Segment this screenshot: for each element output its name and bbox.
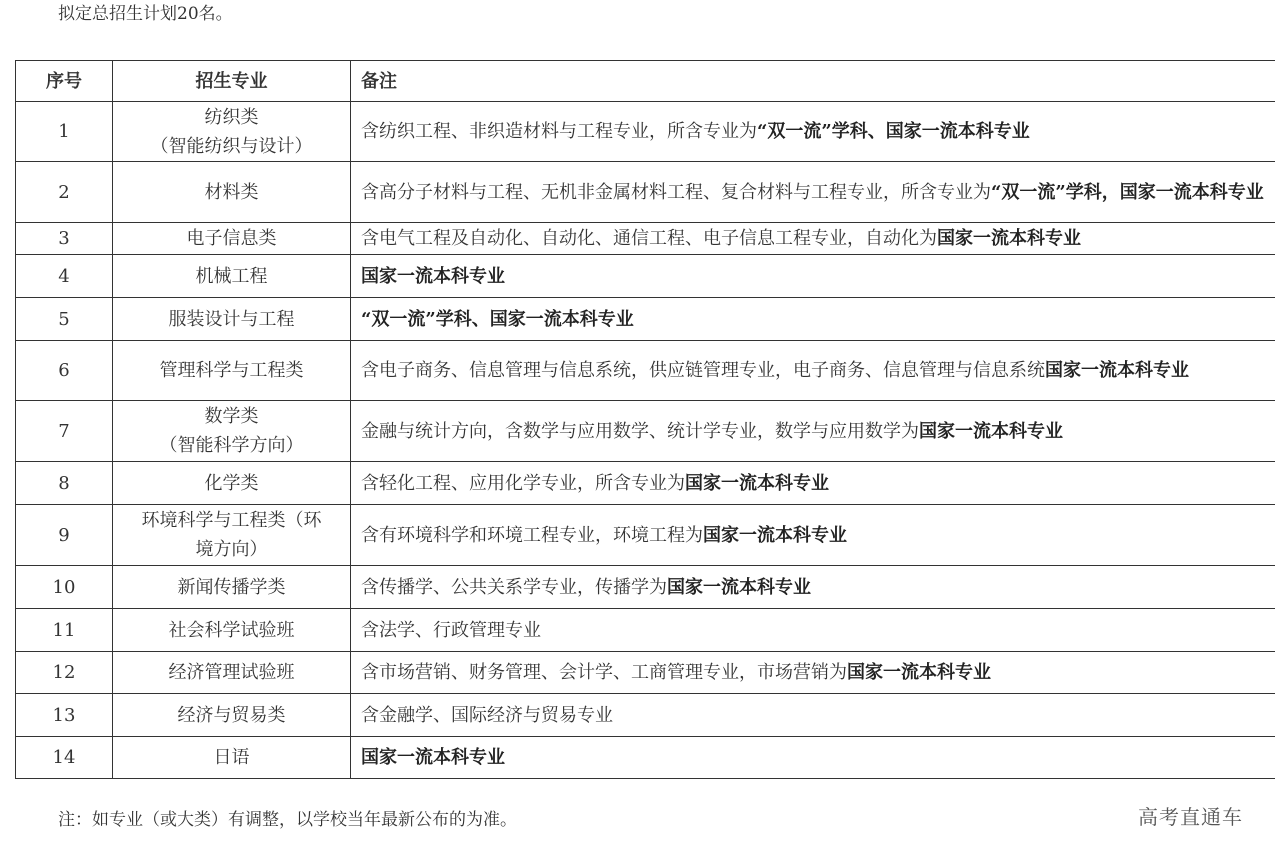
row-major <box>113 223 351 255</box>
note-text: 含纺织工程、非织造材料与工程专业，所含专业为 <box>361 121 757 142</box>
row-seq: 10 <box>16 566 113 609</box>
note-highlight: 国家一流本科专业 <box>847 662 991 683</box>
row-note <box>351 652 1275 694</box>
row-seq: 3 <box>16 223 113 255</box>
row-note <box>351 505 1275 566</box>
table-row <box>16 341 1275 401</box>
row-major <box>113 737 351 779</box>
note-highlight: 国家一流本科专业 <box>685 472 829 494</box>
table-row <box>16 652 1275 694</box>
row-note <box>351 737 1275 779</box>
note-text: 含电子商务、信息管理与信息系统，供应链管理专业，电子商务、信息管理与信息系统 <box>361 360 1045 381</box>
major-line: 化学类 <box>204 472 259 494</box>
note-highlight: “双一流”学科、国家一流本科专业 <box>361 308 634 330</box>
row-seq: 2 <box>16 162 113 223</box>
intro-text: 拟定总招生计划20名。 <box>58 4 233 24</box>
note-text: 含高分子材料与工程、无机非金属材料工程、复合材料与工程专业，所含专业为 <box>361 181 991 203</box>
row-seq: 9 <box>16 505 113 566</box>
table-row <box>16 401 1275 462</box>
row-major <box>113 162 351 223</box>
enrollment-table <box>15 60 1275 779</box>
major-line: 新闻传播学类 <box>177 576 286 598</box>
table-header-row <box>16 61 1275 102</box>
row-seq: 7 <box>16 401 113 462</box>
table-row <box>16 505 1275 566</box>
note-text: 含电气工程及自动化、自动化、通信工程、电子信息工程专业，自动化为 <box>361 228 937 249</box>
row-seq: 12 <box>16 652 113 694</box>
table-row <box>16 462 1275 505</box>
note-text: 含有环境科学和环境工程专业，环境工程为 <box>361 524 703 546</box>
note-text: 金融与统计方向，含数学与应用数学、统计学专业，数学与应用数学为 <box>361 420 919 442</box>
note-highlight: 国家一流本科专业 <box>361 747 505 768</box>
major-line: 数学类 <box>204 406 259 427</box>
row-major <box>113 341 351 401</box>
row-major <box>113 566 351 609</box>
major-line: 社会科学试验班 <box>168 619 295 641</box>
major-line: 日语 <box>213 747 250 768</box>
major-line: 材料类 <box>204 181 259 203</box>
note-highlight: 国家一流本科专业 <box>1045 360 1189 381</box>
row-seq: 13 <box>16 694 113 737</box>
row-major <box>113 694 351 737</box>
major-line: 服装设计与工程 <box>168 308 295 330</box>
row-note <box>351 462 1275 505</box>
row-note <box>351 298 1275 341</box>
row-seq: 6 <box>16 341 113 401</box>
table-row <box>16 162 1275 223</box>
row-major <box>113 609 351 652</box>
table-row <box>16 566 1275 609</box>
note-text: 含轻化工程、应用化学专业，所含专业为 <box>361 472 685 494</box>
row-seq: 8 <box>16 462 113 505</box>
table-row <box>16 694 1275 737</box>
footnote: 注：如专业（或大类）有调整，以学校当年最新公布的为准。 <box>58 810 517 830</box>
table-row <box>16 298 1275 341</box>
major-line: 境方向） <box>195 539 268 560</box>
major-line: 管理科学与工程类 <box>159 360 304 381</box>
row-note <box>351 102 1275 162</box>
note-text: 含金融学、国际经济与贸易专业 <box>361 704 613 726</box>
watermark-logo: 高考直通车 <box>1138 805 1243 829</box>
major-line: （智能纺织与设计） <box>150 135 313 157</box>
row-note <box>351 162 1275 223</box>
note-highlight: 国家一流本科专业 <box>919 420 1063 442</box>
row-note <box>351 341 1275 401</box>
row-major <box>113 505 351 566</box>
major-line: 经济与贸易类 <box>177 704 286 726</box>
header-major: 招生专业 <box>113 61 351 102</box>
row-note <box>351 401 1275 462</box>
row-major <box>113 298 351 341</box>
row-seq: 1 <box>16 102 113 162</box>
major-line: 机械工程 <box>195 265 268 287</box>
row-note <box>351 223 1275 255</box>
row-note <box>351 566 1275 609</box>
note-text: 含法学、行政管理专业 <box>361 619 541 641</box>
note-text: 含市场营销、财务管理、会计学、工商管理专业，市场营销为 <box>361 662 847 683</box>
table-row <box>16 737 1275 779</box>
row-major <box>113 462 351 505</box>
note-highlight: 国家一流本科专业 <box>667 576 811 598</box>
major-line: 电子信息类 <box>186 228 277 249</box>
header-note: 备注 <box>351 61 1275 102</box>
row-note <box>351 694 1275 737</box>
table-row <box>16 223 1275 255</box>
note-highlight: 国家一流本科专业 <box>361 265 505 287</box>
row-note <box>351 255 1275 298</box>
row-major <box>113 255 351 298</box>
header-seq: 序号 <box>16 61 113 102</box>
note-highlight: “双一流”学科，国家一流本科专业 <box>991 181 1264 203</box>
note-highlight: 国家一流本科专业 <box>703 524 847 546</box>
row-major <box>113 401 351 462</box>
row-seq: 5 <box>16 298 113 341</box>
row-seq: 11 <box>16 609 113 652</box>
table-row <box>16 255 1275 298</box>
major-line: 纺织类 <box>204 106 259 128</box>
row-seq: 14 <box>16 737 113 779</box>
row-major <box>113 102 351 162</box>
note-text: 含传播学、公共关系学专业，传播学为 <box>361 576 667 598</box>
note-highlight: “双一流”学科、国家一流本科专业 <box>757 121 1030 142</box>
row-seq: 4 <box>16 255 113 298</box>
note-highlight: 国家一流本科专业 <box>937 228 1081 249</box>
major-line: （智能科学方向） <box>159 435 304 456</box>
row-note <box>351 609 1275 652</box>
major-line: 经济管理试验班 <box>168 662 295 683</box>
table-row <box>16 609 1275 652</box>
major-line: 环境科学与工程类（环 <box>141 510 322 531</box>
table-row <box>16 102 1275 162</box>
row-major <box>113 652 351 694</box>
